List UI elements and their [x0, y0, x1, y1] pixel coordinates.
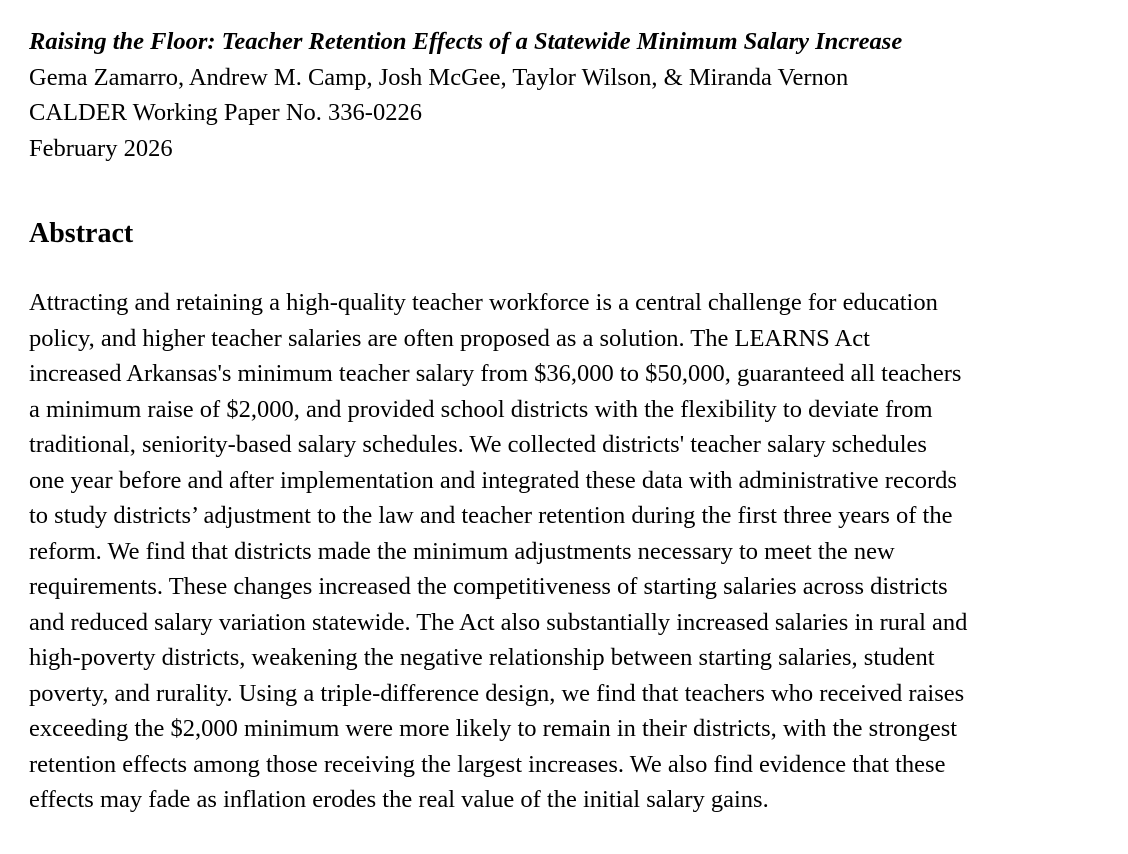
abstract-line: to study districts’ adjustment to the law and teacher retention during the first three years of the — [29, 502, 953, 529]
abstract-line: effects may fade as inflation erodes the real value of the initial salary gains. — [29, 786, 769, 813]
paper-series: CALDER Working Paper No. 336-0226 — [29, 99, 422, 126]
abstract-line: reform. We find that districts made the minimum adjustments necessary to meet the new — [29, 537, 895, 565]
abstract-heading: Abstract — [29, 218, 134, 249]
abstract-line: requirements. These changes increased the competitiveness of starting salaries across districts — [29, 573, 948, 600]
paper-authors: Gema Zamarro, Andrew M. Camp, Josh McGee, Taylor Wilson, & Miranda Vernon — [29, 63, 849, 91]
abstract-line: and reduced salary variation statewide. The Act also substantially increased salaries in rural and — [29, 608, 968, 636]
abstract-line: high-poverty districts, weakening the negative relationship between starting salaries, student — [29, 644, 935, 671]
abstract-line: Attracting and retaining a high-quality teacher workforce is a central challenge for education — [29, 289, 938, 316]
paper-date: February 2026 — [29, 134, 173, 162]
abstract-line: poverty, and rurality. Using a triple-difference design, we find that teachers who received raises — [29, 679, 965, 707]
abstract-line: policy, and higher teacher salaries are often proposed as a solution. The LEARNS Act — [29, 324, 870, 352]
paper-page — [29, 24, 1109, 813]
abstract-line: traditional, seniority-based salary schedules. We collected districts' teacher salary schedules — [29, 431, 927, 458]
abstract-line: increased Arkansas's minimum teacher salary from $36,000 to $50,000, guaranteed all teachers — [29, 360, 962, 387]
paper-title: Raising the Floor: Teacher Retention Effects of a Statewide Minimum Salary Increase — [29, 28, 903, 55]
abstract-line: one year before and after implementation and integrated these data with administrative records — [29, 466, 957, 494]
abstract-line: exceeding the $2,000 minimum were more likely to remain in their districts, with the strongest — [29, 715, 958, 742]
abstract-line: retention effects among those receiving the largest increases. We also find evidence that these — [29, 750, 946, 778]
abstract-line: a minimum raise of $2,000, and provided school districts with the flexibility to deviate from — [29, 395, 933, 423]
abstract-body — [29, 285, 1109, 818]
